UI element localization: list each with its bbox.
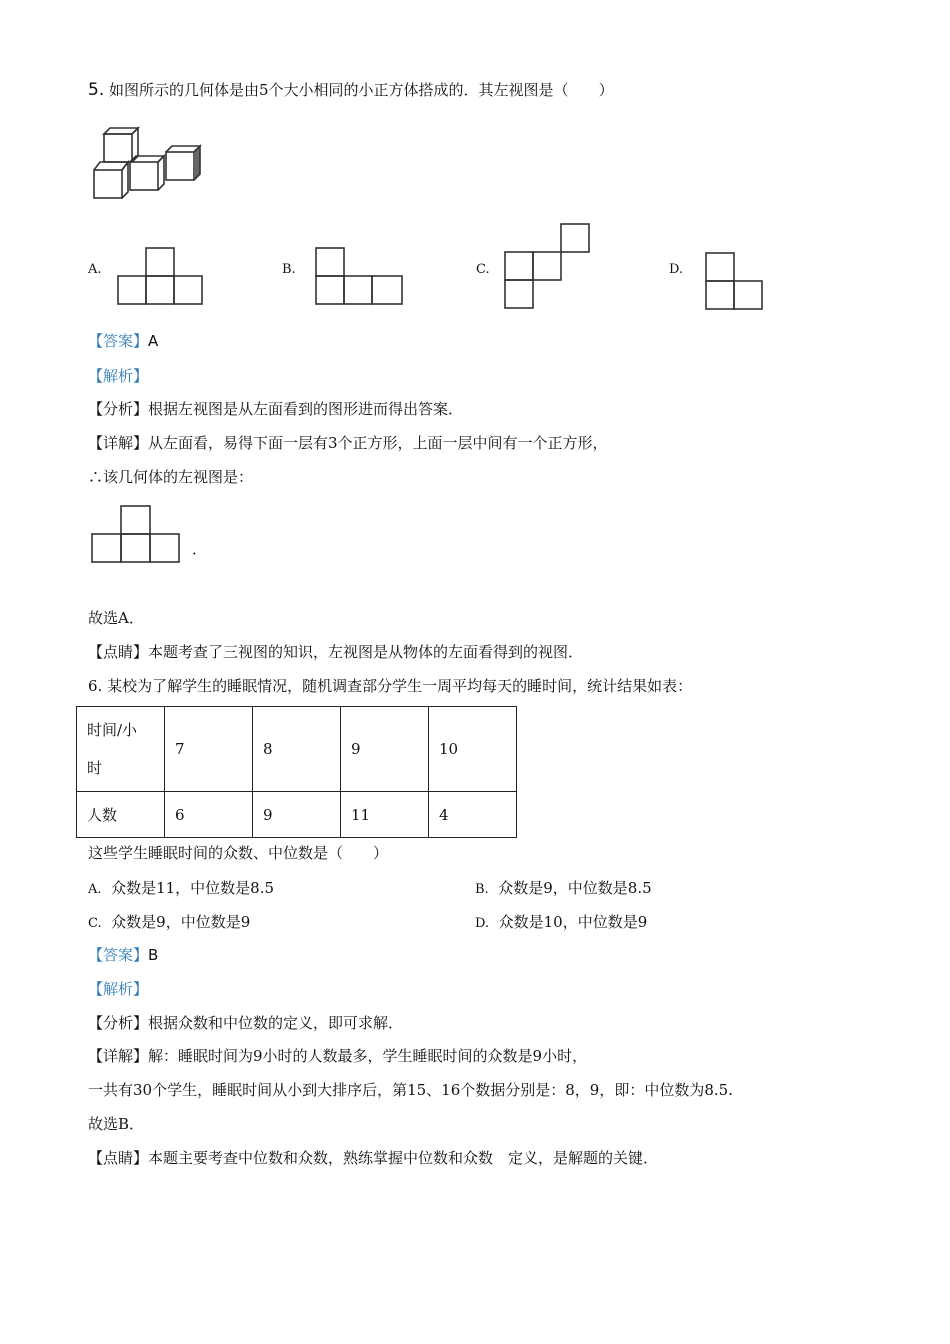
q6-option-a-text: 众数是11，中位数是8.5: [111, 879, 275, 897]
q5-dianjing: 本题考查了三视图的知识，左视图是从物体的左面看得到的视图．: [148, 643, 584, 661]
table-row: [77, 792, 517, 838]
table-header-cell: 人数: [77, 792, 165, 838]
q5-fenxi: 根据左视图是从左面看到的图形进而得出答案．: [148, 400, 464, 418]
q5-cube-figure: [88, 122, 213, 204]
table-cell: 7: [165, 707, 253, 792]
q6-option-d[interactable]: [475, 911, 647, 932]
q6-answer-tag: 【答案】: [88, 946, 149, 964]
table-cell: 4: [429, 792, 517, 838]
q5-option-d-figure[interactable]: [706, 252, 766, 312]
q5-solution-figure: [92, 504, 184, 564]
q6-xiangjie-line-2: 一共有30个学生，睡眠时间从小到大排序后，第15、16个数据分别是：8，9，即：中位数为8.5.: [88, 1081, 733, 1099]
q6-option-d-label: D.: [475, 916, 490, 931]
q6-option-b[interactable]: [475, 877, 652, 898]
q6-fenxi: 根据众数和中位数的定义，即可求解．: [148, 1014, 404, 1032]
q6-question: 这些学生睡眠时间的众数、中位数是（ ）: [88, 844, 389, 862]
q5-option-b-figure[interactable]: [316, 246, 406, 306]
q6-option-a-label: A.: [88, 882, 102, 897]
q5-option-d-label[interactable]: D.: [669, 262, 684, 277]
table-cell: 8: [253, 707, 341, 792]
q6-fenxi-line: [88, 1013, 403, 1033]
q5-fenxi-tag: 【分析】: [88, 400, 149, 418]
table-row: [77, 707, 517, 792]
q6-option-a[interactable]: [88, 877, 274, 898]
q5-stem-line: [88, 80, 614, 100]
q5-xiangjie-line: [88, 433, 608, 453]
q6-analysis-tag: 【解析】: [88, 980, 149, 998]
table-cell: 10: [429, 707, 517, 792]
q6-data-table: [76, 706, 517, 838]
table-cell: 6: [165, 792, 253, 838]
q5-answer: A: [148, 332, 159, 350]
q5-option-a-figure[interactable]: [118, 246, 206, 306]
q5-choose: 故选A．: [88, 609, 144, 627]
q5-solution-period: ．: [192, 540, 208, 558]
q6-option-d-text: 众数是10，中位数是9: [498, 913, 648, 931]
q5-xiangjie-tag: 【详解】: [88, 434, 149, 452]
q6-dianjing-tag: 【点睛】: [88, 1149, 149, 1167]
q5-therefore: ∴该几何体的左视图是：: [88, 468, 254, 486]
q6-header-label: 时间/小时: [87, 721, 138, 777]
q6-option-b-text: 众数是9，中位数是8.5: [498, 879, 652, 897]
table-cell: 9: [253, 792, 341, 838]
q5-analysis-tag: 【解析】: [88, 367, 149, 385]
table-cell: 9: [341, 707, 429, 792]
q5-stem: 如图所示的几何体是由5个大小相同的小正方体搭成的．其左视图是（ ）: [109, 81, 614, 99]
q5-answer-line: [88, 331, 158, 351]
q6-dianjing: 本题主要考查中位数和众数，熟练掌握中位数和众数 定义，是解题的关键．: [148, 1149, 659, 1167]
q5-option-c-label[interactable]: C.: [476, 262, 490, 277]
q6-option-c[interactable]: [88, 911, 250, 932]
q5-option-a-label[interactable]: A.: [88, 262, 102, 277]
q6-option-c-label: C.: [88, 916, 102, 931]
q6-option-b-label: B.: [475, 882, 489, 897]
q5-number: 5.: [88, 80, 105, 100]
q5-option-c-figure[interactable]: [505, 222, 595, 312]
q5-dianjing-line: [88, 642, 583, 662]
q5-fenxi-line: [88, 399, 463, 419]
q6-dianjing-line: [88, 1148, 658, 1168]
q6-choose: 故选B．: [88, 1115, 145, 1133]
table-header-cell: [77, 707, 165, 792]
q6-fenxi-tag: 【分析】: [88, 1014, 149, 1032]
q6-xiangjie-line: [88, 1046, 587, 1066]
q6-answer: B: [148, 946, 159, 964]
q6-stem: 6. 某校为了解学生的睡眠情况，随机调查部分学生一周平均每天的睡时间，统计结果如表：: [88, 677, 693, 695]
q5-option-b-label[interactable]: B.: [282, 262, 296, 277]
q5-dianjing-tag: 【点睛】: [88, 643, 149, 661]
q5-xiangjie: 从左面看，易得下面一层有3个正方形，上面一层中间有一个正方形，: [148, 434, 608, 452]
q6-option-c-text: 众数是9，中位数是9: [111, 913, 251, 931]
q6-xiangjie-tag: 【详解】: [88, 1047, 149, 1065]
q6-answer-line: [88, 945, 158, 965]
q5-answer-tag: 【答案】: [88, 332, 149, 350]
q6-xiangjie: 解：睡眠时间为9小时的人数最多，学生睡眠时间的众数是9小时，: [148, 1047, 588, 1065]
table-cell: 11: [341, 792, 429, 838]
